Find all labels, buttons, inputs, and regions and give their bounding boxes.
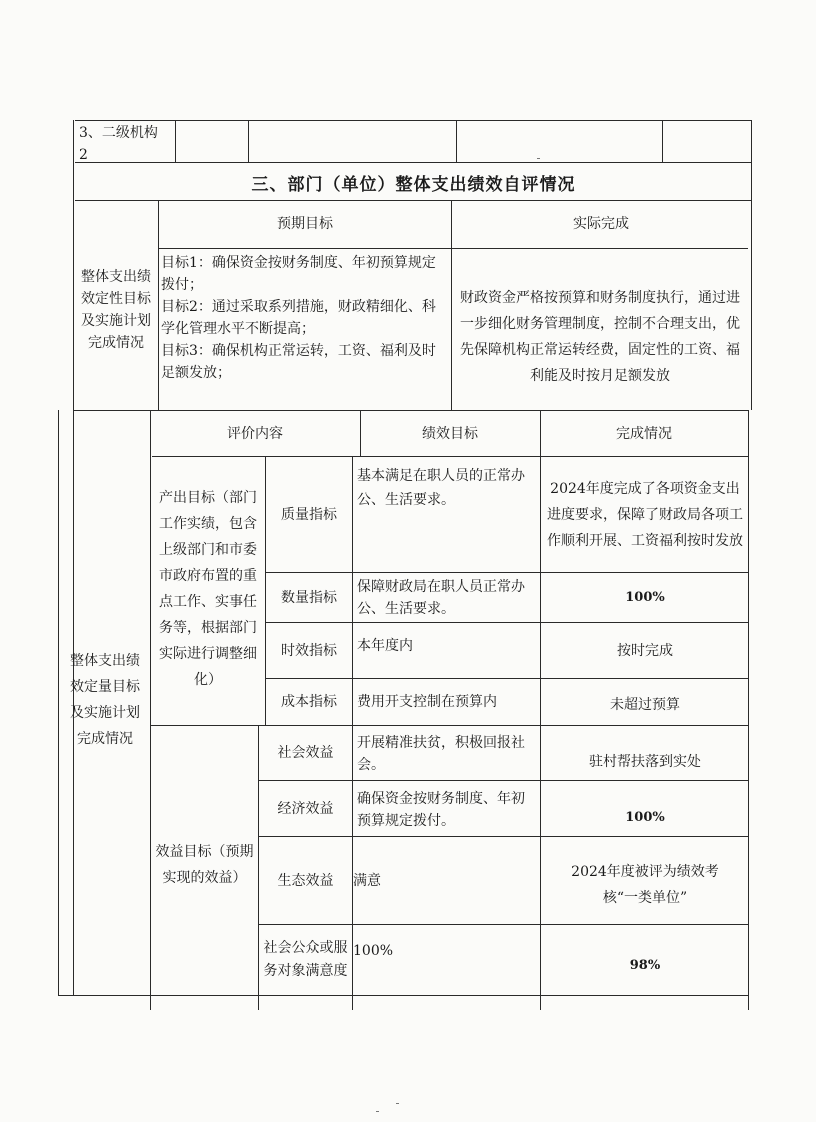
content-header: 评价内容	[227, 426, 283, 442]
org-label: 3、二级机构 2	[79, 125, 158, 163]
expected-goal-text: 目标1：确保资金按财务制度、年初预算规定拨付； 目标2：通过采取系列措施，财政精细化、科学化管理水平不断提高； 目标3：确保机构正常运转，工资、福利及时足额发放；	[161, 255, 436, 381]
output-goal-group: 产出目标（部门工作实绩，包含上级部门和市委市政府布置的重点工作、实事任务等，根据部门实际进行调整细化）	[159, 490, 257, 688]
indicator-cost: 成本指标	[281, 694, 337, 710]
target-satisfaction: 100%	[353, 943, 394, 959]
completion-timeliness: 按时完成	[617, 642, 673, 659]
section-title: 三、部门（单位）整体支出绩效自评情况	[251, 174, 576, 195]
expected-goal-header: 预期目标	[277, 216, 333, 232]
completion-header: 完成情况	[616, 426, 672, 442]
target-timeliness: 本年度内	[357, 637, 413, 654]
target-social: 开展精准扶贫，积极回报社会。	[357, 735, 525, 773]
target-cost: 费用开支控制在预算内	[357, 694, 497, 710]
completion-ecological: 2024年度被评为绩效考核“一类单位”	[571, 864, 719, 906]
target-economic: 确保资金按财务制度、年初预算规定拨付。	[357, 791, 525, 829]
scan-speck	[537, 158, 540, 159]
indicator-quality: 质量指标	[281, 507, 337, 523]
completion-quantity: 100%	[625, 590, 665, 605]
benefit-goal-group: 效益目标（预期实现的效益）	[155, 844, 254, 886]
scan-speck	[396, 1103, 399, 1104]
actual-completion-header: 实际完成	[573, 216, 629, 232]
completion-social: 驻村帮扶落到实处	[589, 754, 701, 770]
completion-satisfaction: 98%	[629, 957, 661, 973]
target-header: 绩效目标	[422, 426, 478, 442]
target-quantity: 保障财政局在职人员正常办公、生活要求。	[357, 578, 525, 617]
indicator-timeliness: 时效指标	[281, 642, 337, 659]
completion-quality: 2024年度完成了各项资金支出进度要求，保障了财政局各项工作顺利开展、工资福利按时发放	[547, 481, 743, 549]
indicator-social: 社会效益	[277, 745, 334, 761]
actual-completion-text: 财政资金严格按预算和财务制度执行，通过进一步细化财务管理制度，控制不合理支出，优先保障机构正常运转经费，固定性的工资、福利能及时按月足额发放	[460, 290, 740, 384]
completion-economic: 100%	[625, 809, 665, 825]
completion-cost: 未超过预算	[610, 697, 680, 713]
target-quality: 基本满足在职人员的正常办公、生活要求。	[357, 468, 525, 508]
org-label-cell	[76, 122, 174, 163]
quantitative-row-label: 整体支出绩效定量目标及实施计划完成情况	[70, 653, 140, 747]
indicator-quantity: 数量指标	[281, 589, 337, 606]
indicator-ecological: 生态效益	[277, 872, 334, 889]
indicator-satisfaction: 社会公众或服务对象满意度	[263, 940, 348, 979]
scan-speck	[376, 1111, 379, 1112]
qualitative-row-label: 整体支出绩效定性目标及实施计划完成情况	[81, 269, 151, 351]
target-ecological: 满意	[353, 872, 381, 889]
indicator-economic: 经济效益	[277, 800, 334, 817]
